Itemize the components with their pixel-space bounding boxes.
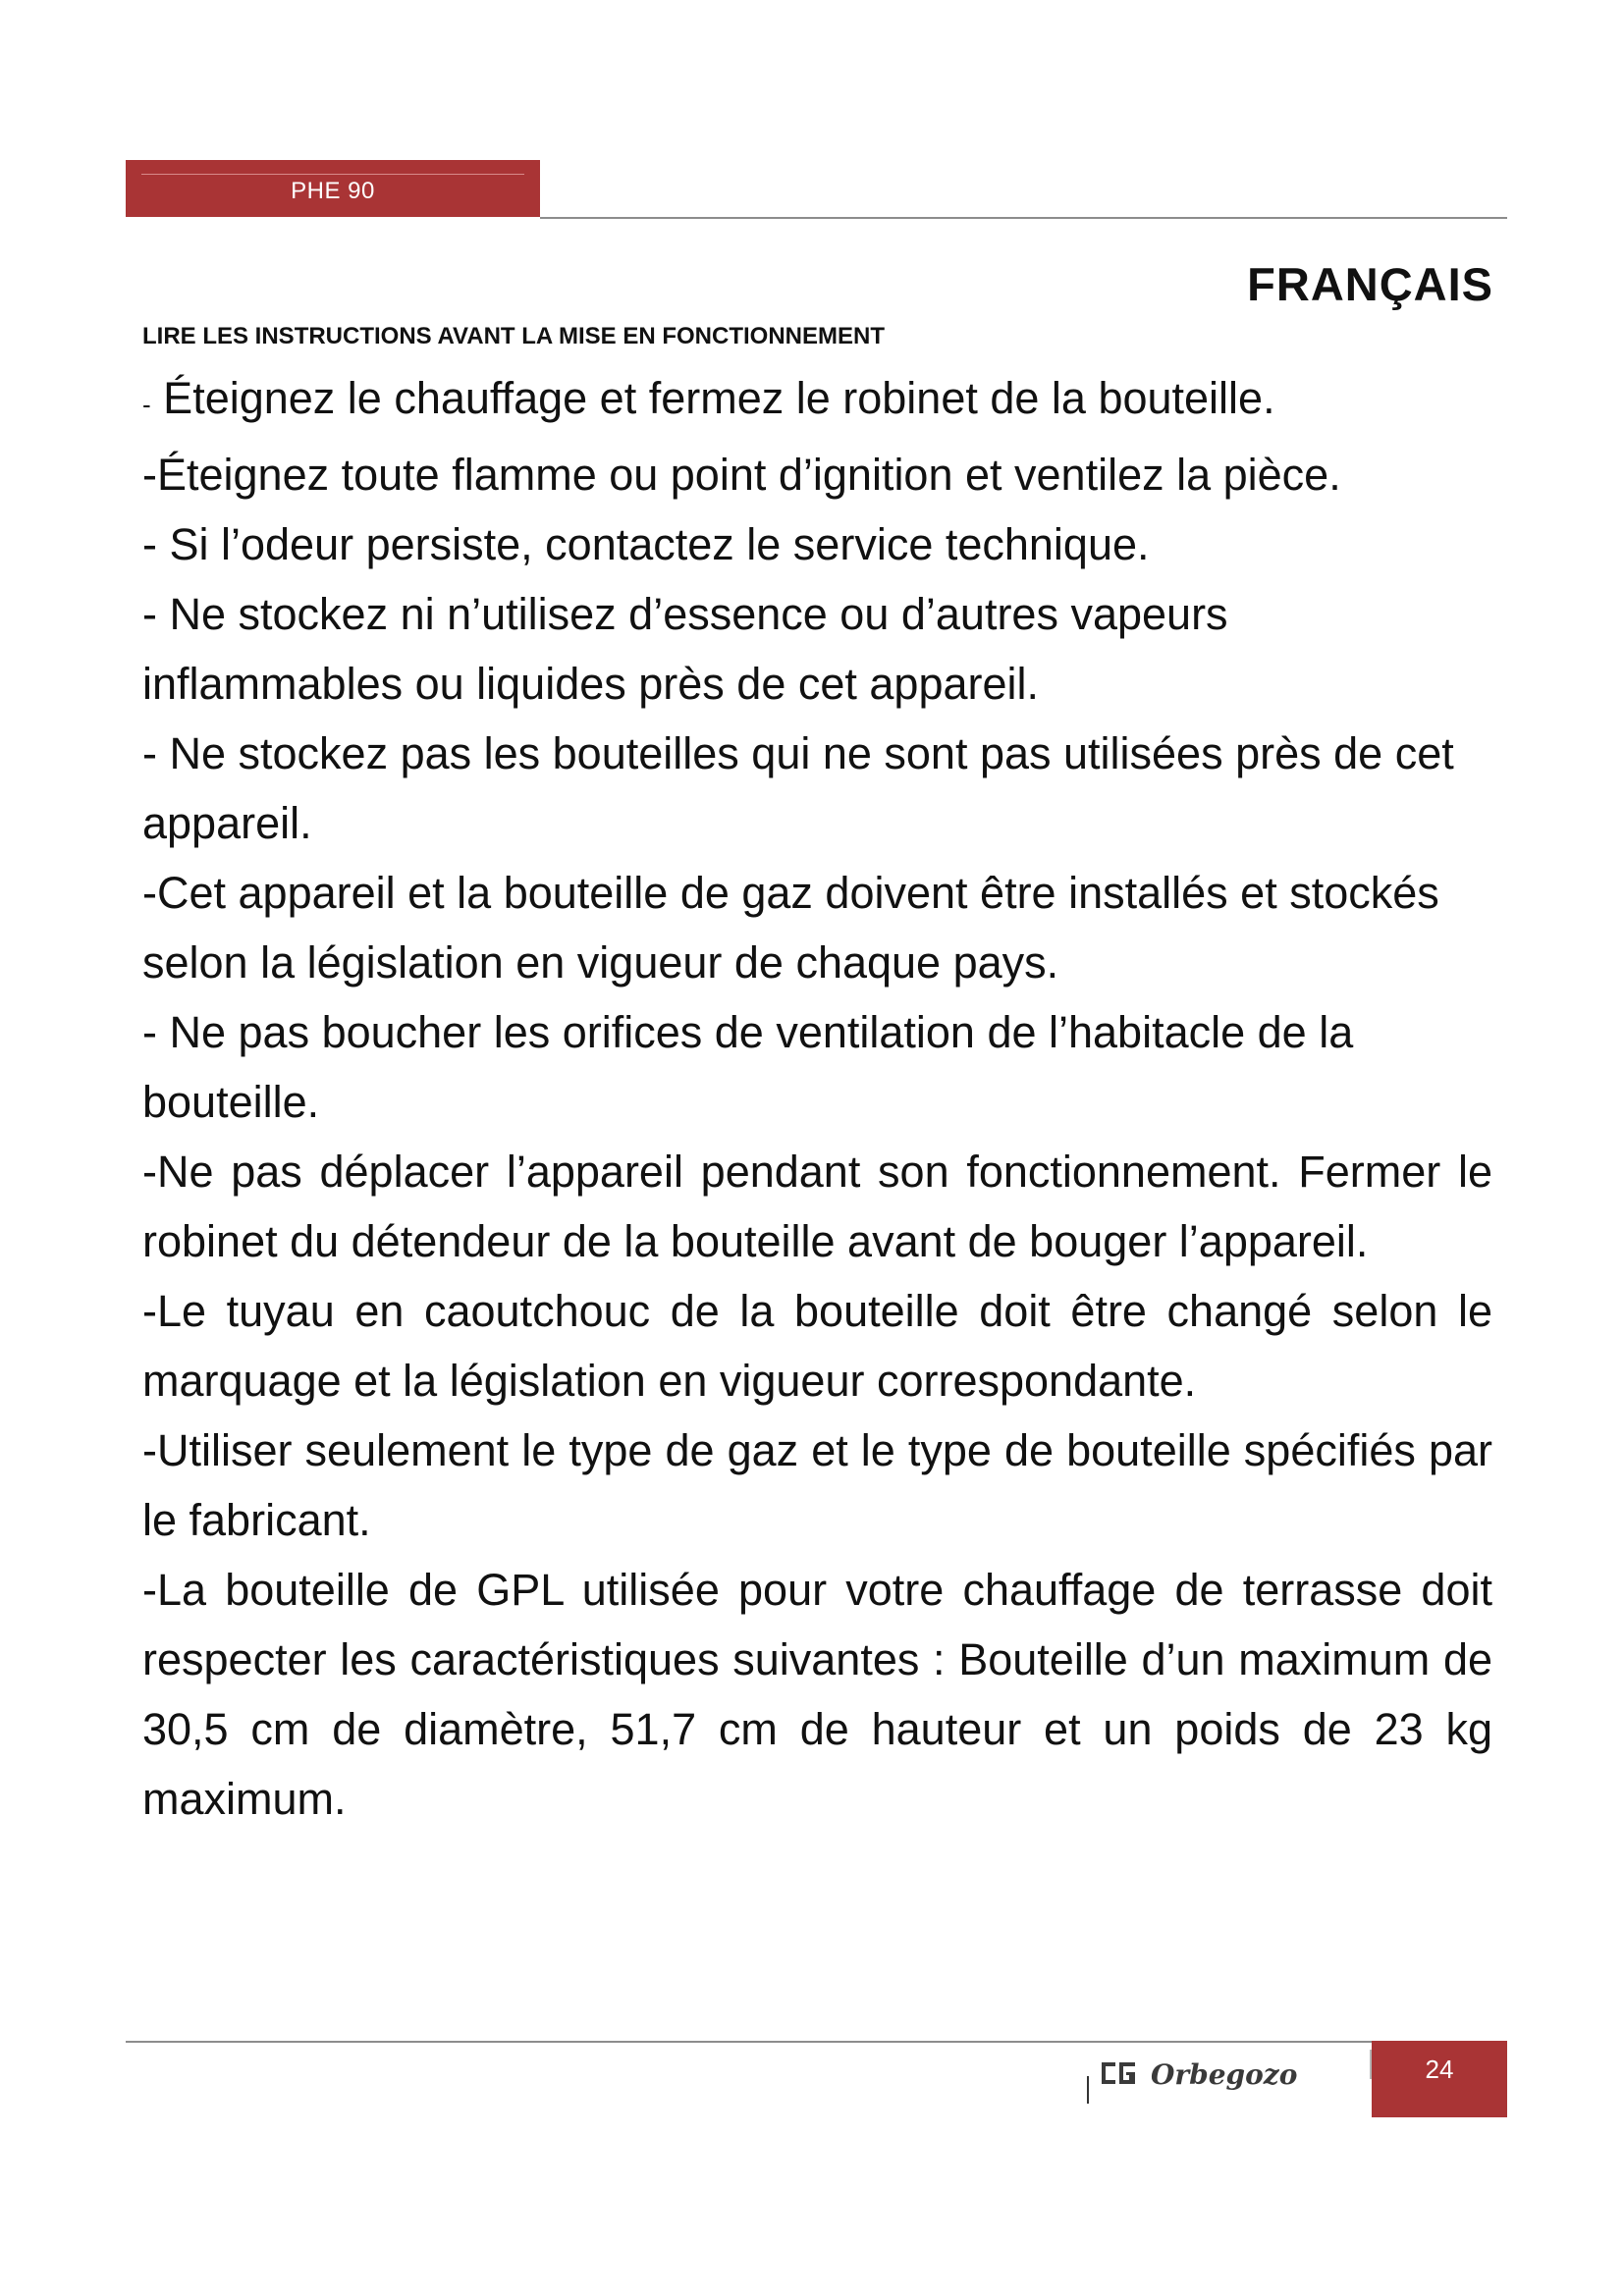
language-title: FRANÇAIS <box>1247 258 1493 310</box>
model-label: PHE 90 <box>291 178 375 204</box>
instruction-item: - Si l’odeur persiste, contactez le service technique. <box>142 519 1150 569</box>
instruction-item: - Ne stockez ni n’utilisez d’essence ou d’autres vapeurs inflammables ou liquides près de cet appareil. <box>142 589 1228 709</box>
instructions-list <box>142 363 1492 1834</box>
instruction-item: -Ne pas déplacer l’appareil pendant son fonctionnement. Fermer le robinet du détendeur de la bouteille avant de bouger l’appareil. <box>142 1147 1492 1266</box>
instruction-dash: - <box>142 390 151 419</box>
instruction-item: -La bouteille de GPL utilisée pour votre chauffage de terrasse doit respecter les caractéristiques suivantes : Bouteille d’un maximum de 30,5 cm de diamètre, 51,7 cm de hauteur et un poids de 23 kg maximum. <box>142 1565 1492 1824</box>
instruction-item: - Éteignez le chauffage et fermez le robinet de la bouteille. <box>142 373 1275 423</box>
instruction-item: -Le tuyau en caoutchouc de la bouteille doit être changé selon le marquage et la législation en vigueur correspondante. <box>142 1286 1492 1406</box>
instruction-item: -Éteignez toute flamme ou point d’ignition et ventilez la pièce. <box>142 450 1341 500</box>
header-tab-line <box>141 174 524 175</box>
header-divider <box>540 217 1507 219</box>
page-number-badge <box>1372 2041 1507 2117</box>
footer-tick-mark <box>1087 2076 1089 2104</box>
header-model-tab <box>126 160 540 217</box>
instruction-item: - Ne pas boucher les orifices de ventilation de l’habitacle de la bouteille. <box>142 1007 1354 1127</box>
footer-divider <box>126 2041 1373 2043</box>
instruction-item: -Cet appareil et la bouteille de gaz doivent être installés et stockés selon la législation en vigueur de chaque pays. <box>142 868 1439 988</box>
brand-logo <box>1102 2050 1362 2099</box>
logo-text: Orbegozo <box>1151 2058 1298 2091</box>
section-heading: LIRE LES INSTRUCTIONS AVANT LA MISE EN FONCTIONNEMENT <box>142 323 885 349</box>
instruction-item: -Utiliser seulement le type de gaz et le type de bouteille spécifiés par le fabricant. <box>142 1425 1492 1545</box>
orbegozo-logo-icon <box>1102 2055 1362 2094</box>
page-number: 24 <box>1425 2055 1454 2084</box>
instruction-item: - Ne stockez pas les bouteilles qui ne sont pas utilisées près de cet appareil. <box>142 728 1454 848</box>
